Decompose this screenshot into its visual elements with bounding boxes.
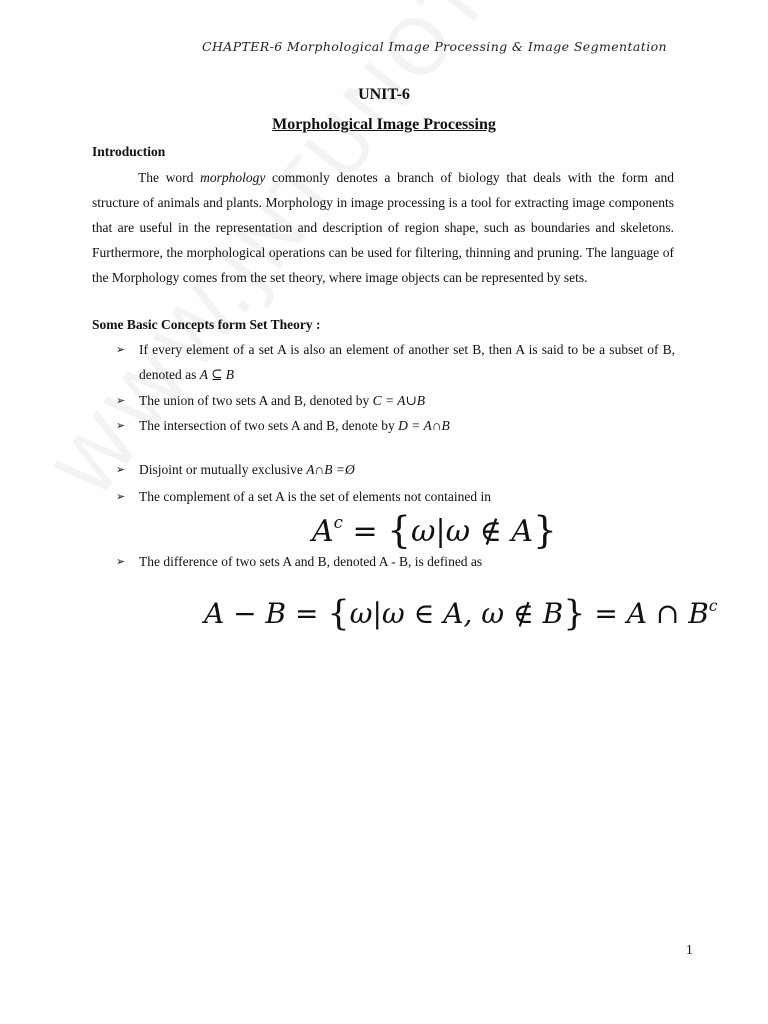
intro-text-rest: commonly denotes a branch of biology that deals with the form and structure of animals and plants. Morphology in image processing is a tool for extracting image components that are useful in the representation and description of region shape, such as boundaries and skeletons. Furthermore, the morphological operations can be used for filtering, thinning and pruning. The language of the Morphology comes from the set theory, where image objects can be represented by sets. xyxy=(92,170,674,285)
arrow-bullet-icon: ➢ xyxy=(116,343,126,356)
page-title: Morphological Image Processing xyxy=(272,116,496,133)
page-number: 1 xyxy=(686,942,693,957)
difference-formula: A − B = {ω|ω ∈ A, ω ∉ B} = A ∩ $B^c$ xyxy=(204,594,718,635)
arrow-bullet-icon: ➢ xyxy=(116,419,126,432)
list-item-text: The union of two sets A and B, denoted by C = A∪B xyxy=(139,393,426,408)
complement-formula: $A^c = \{\omega|\omega$ ∉ A} xyxy=(312,508,557,553)
subset-math: A ⊆ B xyxy=(199,367,235,382)
list-item-text: The intersection of two sets A and B, denote by D = A∩B xyxy=(139,418,450,433)
intro-text-start: The word xyxy=(138,170,201,185)
arrow-bullet-icon: ➢ xyxy=(116,394,126,407)
list-item-text: If every element of a set A is also an element of another set B, then A is said to be a subset of B, denoted as A ⊆ B xyxy=(139,342,675,382)
disjoint-math: A∩B =Ø xyxy=(306,462,355,477)
introduction-heading: Introduction xyxy=(92,144,166,159)
arrow-bullet-icon: ➢ xyxy=(116,490,126,503)
list-item-text: The complement of a set A is the set of elements not contained in xyxy=(139,489,492,504)
set-theory-heading: Some Basic Concepts form Set Theory : xyxy=(92,317,321,332)
arrow-bullet-icon: ➢ xyxy=(116,463,126,476)
running-header: CHAPTER-6 Morphological Image Processing & Image Segmentation xyxy=(202,39,667,54)
list-item-text: Disjoint or mutually exclusive A∩B =Ø xyxy=(139,462,355,477)
intersection-math: D = A∩B xyxy=(398,418,450,433)
introduction-paragraph xyxy=(92,165,674,290)
unit-title: UNIT-6 xyxy=(358,86,410,103)
list-item-text: The difference of two sets A and B, denoted A - B, is defined as xyxy=(139,554,483,569)
arrow-bullet-icon: ➢ xyxy=(116,555,126,568)
union-math: C = A∪B xyxy=(372,393,426,408)
intro-emphasis: morphology xyxy=(200,170,266,185)
